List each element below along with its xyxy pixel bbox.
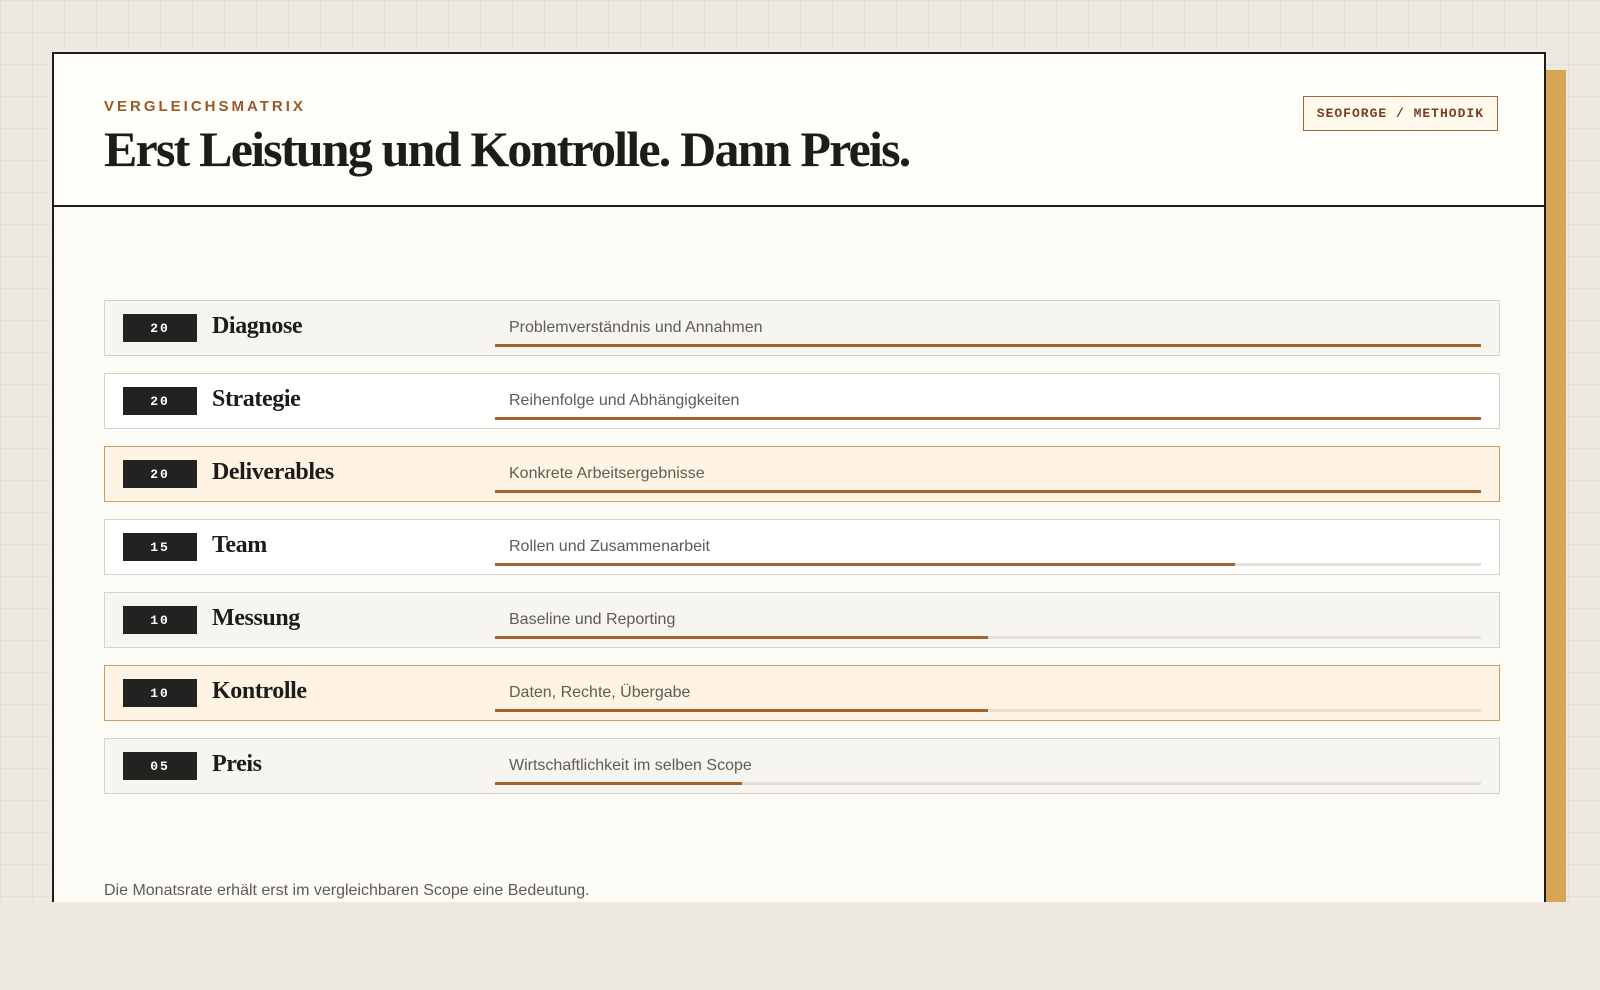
weight-bar-fill	[495, 563, 1235, 566]
card-header	[54, 54, 1544, 207]
criterion-description: Wirtschaftlichkeit im selben Scope	[509, 757, 752, 774]
criterion-name: Kontrolle	[212, 678, 307, 704]
criterion-name: Messung	[212, 605, 300, 631]
weight-badge: 15	[123, 533, 197, 561]
weight-bar-track	[495, 344, 1481, 347]
criterion-name: Strategie	[212, 386, 301, 412]
criterion-row	[104, 300, 1500, 356]
weight-bar-fill	[495, 782, 742, 785]
criterion-name: Preis	[212, 751, 262, 777]
criterion-name: Diagnose	[212, 313, 303, 339]
weight-bar-track	[495, 782, 1481, 785]
criterion-row	[104, 592, 1500, 648]
weight-badge: 05	[123, 752, 197, 780]
criterion-row	[104, 446, 1500, 502]
weight-badge: 20	[123, 460, 197, 488]
criterion-row	[104, 738, 1500, 794]
criterion-row	[104, 373, 1500, 429]
footer-note: Die Monatsrate erhält erst im vergleichbaren Scope eine Bedeutung.	[104, 882, 590, 899]
weight-badge: 10	[123, 679, 197, 707]
weight-bar-track	[495, 709, 1481, 712]
criterion-description: Daten, Rechte, Übergabe	[509, 684, 691, 701]
criteria-list	[104, 300, 1500, 811]
criterion-description: Baseline und Reporting	[509, 611, 676, 628]
weight-badge: 20	[123, 387, 197, 415]
weight-bar-track	[495, 417, 1481, 420]
criterion-description: Konkrete Arbeitsergebnisse	[509, 465, 705, 482]
page-title: Erst Leistung und Kontrolle. Dann Preis.	[104, 121, 910, 177]
weight-bar-fill	[495, 490, 1481, 493]
weight-badge: 20	[123, 314, 197, 342]
weight-badge: 10	[123, 606, 197, 634]
weight-bar-fill	[495, 344, 1481, 347]
weight-bar-track	[495, 636, 1481, 639]
weight-bar-track	[495, 563, 1481, 566]
weight-bar-track	[495, 490, 1481, 493]
criterion-description: Problemverständnis und Annahmen	[509, 319, 763, 336]
criterion-row	[104, 519, 1500, 575]
eyebrow-label: VERGLEICHSMATRIX	[104, 98, 306, 115]
criterion-row	[104, 665, 1500, 721]
criterion-name: Team	[212, 532, 267, 558]
criterion-description: Reihenfolge und Abhängigkeiten	[509, 392, 740, 409]
criterion-description: Rollen und Zusammenarbeit	[509, 538, 710, 555]
weight-bar-fill	[495, 417, 1481, 420]
source-tag: SEOFORGE / METHODIK	[1303, 96, 1498, 131]
weight-bar-fill	[495, 636, 988, 639]
criterion-name: Deliverables	[212, 459, 334, 485]
comparison-matrix-card	[52, 52, 1546, 902]
weight-bar-fill	[495, 709, 988, 712]
